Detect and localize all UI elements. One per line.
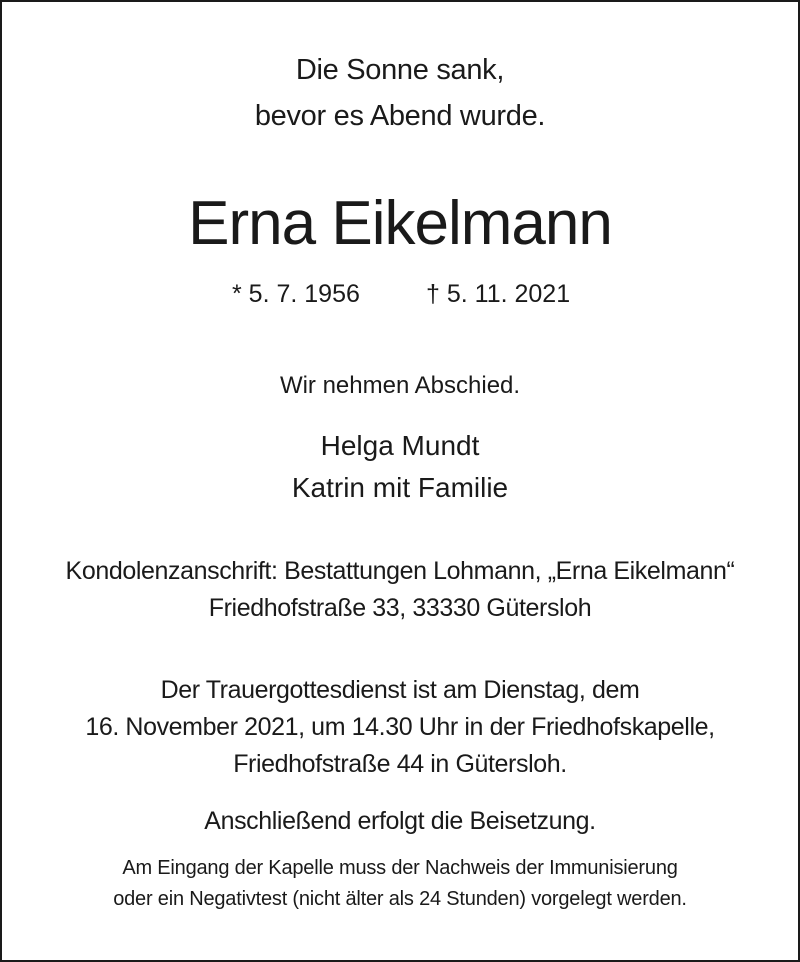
mourner-2: Katrin mit Familie xyxy=(291,472,509,503)
deceased-name: Erna Eikelmann xyxy=(188,189,612,258)
birth-date: * 5. 7. 1956 xyxy=(232,280,360,308)
burial-text: Anschließend erfolgt die Beisetzung. xyxy=(204,807,596,835)
service-line-1: Der Trauergottesdienst ist am Dienstag, dem xyxy=(160,676,640,704)
entry-notice-line-1: Am Eingang der Kapelle muss der Nachweis der Immunisierung xyxy=(122,857,678,879)
motto-line-1: Die Sonne sank, xyxy=(295,54,505,86)
farewell-text: Wir nehmen Abschied. xyxy=(279,372,521,399)
service-line-2: 16. November 2021, um 14.30 Uhr in der Friedhofskapelle, xyxy=(85,713,715,741)
entry-notice-line-2: oder ein Negativtest (nicht älter als 24 Stunden) vorgelegt werden. xyxy=(113,888,687,910)
condolence-address-line-2: Friedhofstraße 33, 33330 Gütersloh xyxy=(208,594,592,622)
motto-line-2: bevor es Abend wurde. xyxy=(254,100,546,132)
service-line-3: Friedhofstraße 44 in Gütersloh. xyxy=(233,750,567,778)
mourner-1: Helga Mundt xyxy=(320,430,480,461)
condolence-address-line-1: Kondolenzanschrift: Bestattungen Lohmann, „Erna Eikelmann“ xyxy=(65,557,735,585)
death-date: † 5. 11. 2021 xyxy=(426,280,571,308)
